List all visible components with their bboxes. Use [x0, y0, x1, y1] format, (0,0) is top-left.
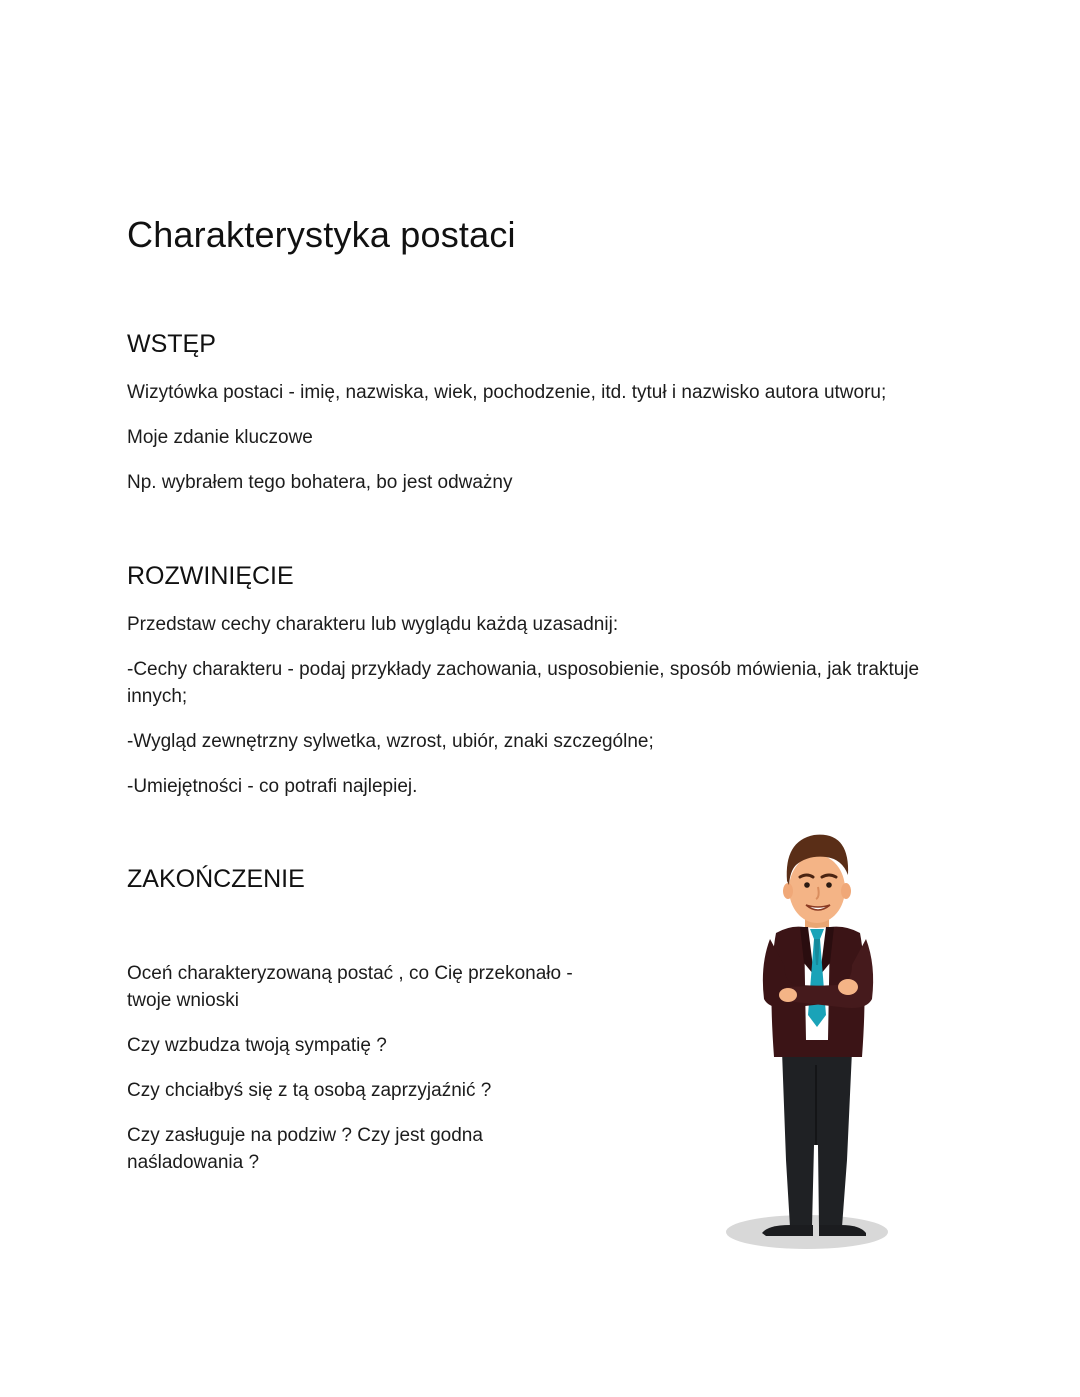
page-title: Charakterystyka postaci [127, 214, 516, 255]
body-line-1: Przedstaw cechy charakteru lub wyglądu każdą uzasadnij: [127, 614, 619, 635]
section-heading-conclusion: ZAKOŃCZENIE [127, 865, 305, 893]
trousers [782, 1051, 852, 1227]
left-hand [779, 988, 797, 1002]
conclusion-line-1: Oceń charakteryzowaną postać , co Cię przekonało - twoje wnioski [127, 963, 573, 1011]
body-line-4: -Umiejętności - co potrafi najlepiej. [127, 776, 418, 797]
intro-line-2: Moje zdanie kluczowe [127, 427, 313, 448]
conclusion-line-3: Czy chciałbyś się z tą osobą zaprzyjaźnić ? [127, 1080, 492, 1101]
intro-line-3: Np. wybrałem tego bohatera, bo jest odważny [127, 472, 513, 493]
conclusion-line-4: Czy zasługuje na podziw ? Czy jest godna naśladowania ? [127, 1125, 483, 1173]
body-line-3: -Wygląd zewnętrzny sylwetka, wzrost, ubiór, znaki szczególne; [127, 731, 654, 752]
intro-line-1: Wizytówka postaci - imię, nazwiska, wiek, pochodzenie, itd. tytuł i nazwisko autora utworu; [127, 382, 887, 403]
businessman-illustration-icon [700, 815, 930, 1255]
section-heading-intro: WSTĘP [127, 330, 216, 358]
section-heading-body: ROZWINIĘCIE [127, 562, 294, 590]
right-hand [838, 979, 858, 995]
body-line-2: -Cechy charakteru - podaj przykłady zachowania, usposobienie, sposób mówienia, jak traktuje innych; [127, 659, 920, 707]
conclusion-line-2: Czy wzbudza twoją sympatię ? [127, 1035, 387, 1056]
head [783, 835, 851, 923]
